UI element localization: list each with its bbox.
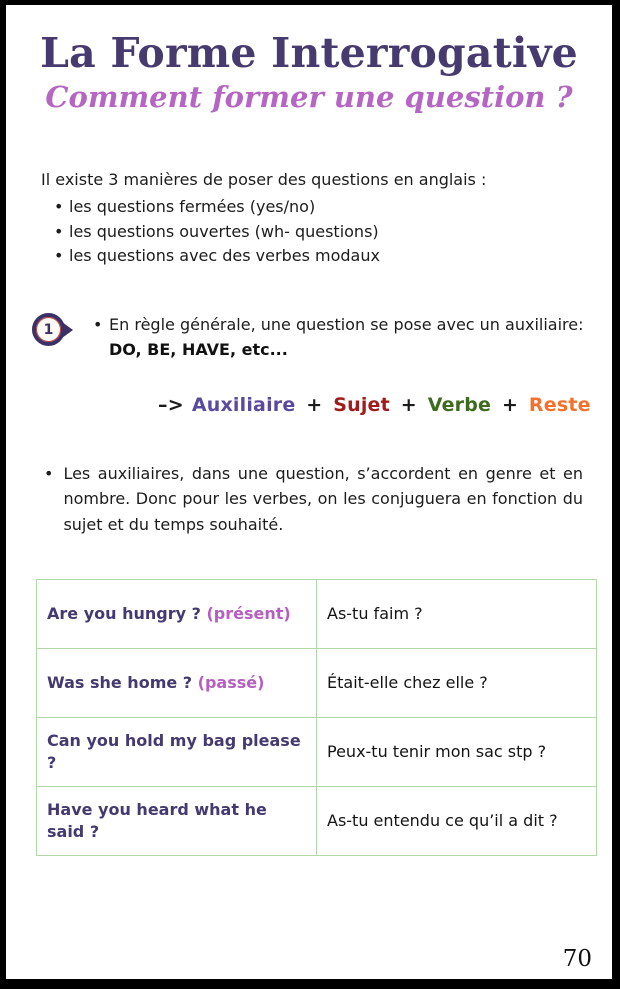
plus-sign: + [501, 393, 519, 416]
bullet-marker: • [44, 463, 54, 483]
agreement-note-text: Les auxiliaires, dans une question, s’accordent en genre et en nombre. Donc pour les verbes, on les conjuguera en fonction du sujet et du temps souhaité. [63, 463, 583, 534]
example-fr: Peux-tu tenir mon sac stp ? [317, 718, 597, 787]
example-en: Was she home ? [47, 673, 193, 693]
step-1-badge [32, 313, 65, 346]
table-row [37, 787, 597, 856]
example-en: Are you hungry ? [47, 604, 201, 624]
example-en: Can you hold my bag please ? [47, 731, 301, 773]
example-tense: (présent) [206, 604, 291, 624]
example-fr: As-tu entendu ce qu’il a dit ? [317, 787, 597, 856]
rule-section [32, 313, 584, 363]
example-en: Have you heard what he said ? [47, 800, 267, 842]
examples-table [36, 579, 597, 856]
bullet-marker: • [93, 315, 103, 335]
list-item: • les questions ouvertes (wh- questions) [41, 220, 584, 245]
step-number: 1 [43, 321, 54, 338]
list-item: • les questions fermées (yes/no) [41, 195, 584, 220]
rule-text-block [93, 313, 584, 363]
intro-lead: Il existe 3 manières de poser des questions en anglais : [41, 169, 487, 189]
page-subtitle: Comment former une question ? [45, 79, 573, 114]
example-fr: Était-elle chez elle ? [317, 649, 597, 718]
page-title: La Forme Interrogative [40, 29, 578, 77]
plus-sign: + [306, 393, 323, 416]
formula-verbe: Verbe [427, 393, 492, 416]
arrow-icon: –> [158, 393, 184, 416]
example-fr: As-tu faim ? [317, 580, 597, 649]
table-row [37, 580, 597, 649]
table-row [37, 718, 597, 787]
table-row [37, 649, 597, 718]
page-number: 70 [562, 946, 592, 972]
example-tense: (passé) [197, 673, 265, 693]
rule-text: En règle générale, une question se pose avec un auxiliaire: [109, 315, 584, 335]
intro-section [41, 168, 584, 269]
list-item: • les questions avec des verbes modaux [41, 244, 584, 269]
plus-sign: + [400, 393, 417, 416]
agreement-note [44, 461, 583, 538]
formula-sujet: Sujet [333, 393, 390, 416]
formula-auxiliaire: Auxiliaire [191, 393, 296, 416]
formula-reste: Reste [528, 393, 591, 416]
question-formula [158, 394, 612, 416]
question-types-list [41, 195, 584, 269]
rule-auxiliaries: DO, BE, HAVE, etc... [109, 339, 288, 359]
